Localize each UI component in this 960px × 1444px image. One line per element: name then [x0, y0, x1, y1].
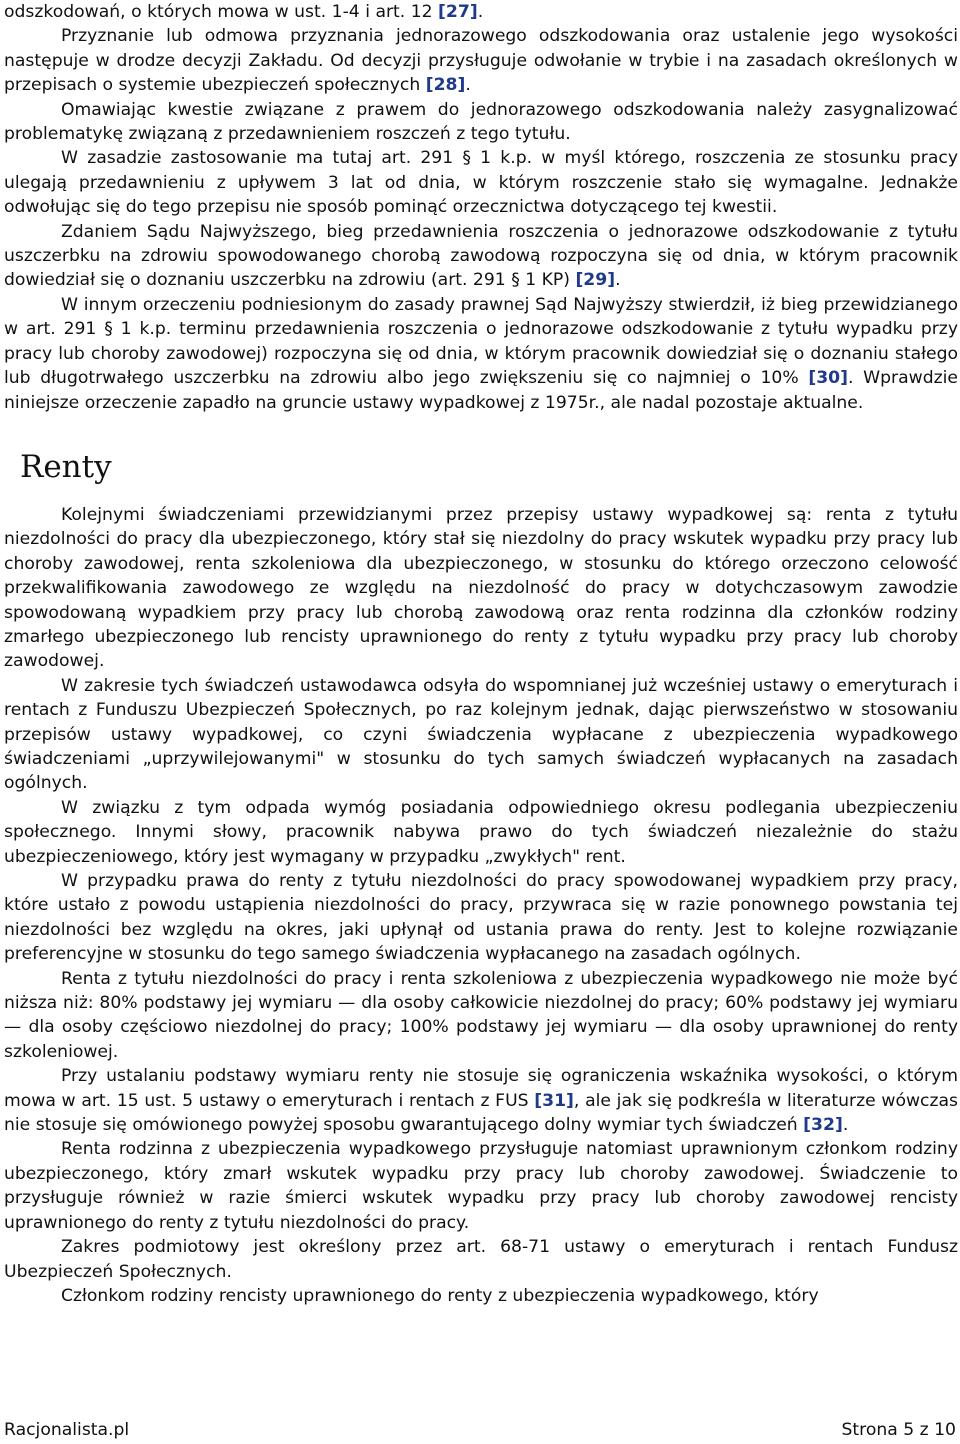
paragraph-top-5: Zdaniem Sądu Najwyższego, bieg przedawnienia roszczenia o jednorazowe odszkodowanie z tytułu uszczerbku na zdrowiu spowodowanego chorobą zawodową rozpoczyna się od dnia, w którym pracownik dowiedział się o doznaniu uszczerbku na zdrowiu (art. 291 § 1 KP) [29]. — [4, 221, 958, 291]
paragraph-renty-2: W zakresie tych świadczeń ustawodawca odsyła do wspomnianej już wcześniej ustawy o emeryturach i rentach z Funduszu Ubezpieczeń Społecznych, po raz kolejnym jednak, dając pierwszeństwo w stosowaniu przepisów ustawy wypadkowej, co czyni świadczenia wypłacane z ubezpieczenia wypadkowego świadczeniami „uprzywilejowanymi" w stosunku do tych samych świadczeń wypłacanych na zasadach ogólnych. — [4, 675, 958, 794]
footnote-ref-28[interactable]: [28] — [425, 75, 466, 96]
paragraph-renty-4: W przypadku prawa do renty z tytułu niezdolności do pracy spowodowanej wypadkiem przy pracy, które ustało z powodu ustąpienia niezdolności do pracy, przywraca się w razie ponownego powstania tej niezdolności bez względu na okres, jaki upłynął od ustania prawa do renty. Jest to kolejne rozwiązanie preferencyjne w stosunku do tego samego świadczenia wypłacanego na zasadach ogólnych. — [4, 871, 958, 965]
paragraph-renty-8: Zakres podmiotowy jest określony przez art. 68-71 ustawy o emeryturach i rentach Fundusz Ubezpieczeń Społecznych. — [4, 1237, 958, 1282]
paragraph-renty-5: Renta z tytułu niezdolności do pracy i renta szkoleniowa z ubezpieczenia wypadkowego nie może być niższa niż: 80% podstawy jej wymiaru — dla osoby całkowicie niezdolnej do pracy; 60% podstawy jej wymiaru — dla osoby częściowo niezdolnej do pracy; 100% podstawy jej wymiaru — dla osoby uprawnionej do renty szkoleniowej. — [4, 968, 958, 1062]
footer-site-name: Racjonalista.pl — [4, 1420, 130, 1440]
paragraph-top-1: odszkodowań, o których mowa w ust. 1-4 i art. 12 [27]. — [4, 2, 484, 22]
paragraph-renty-3: W związku z tym odpada wymóg posiadania odpowiedniego okresu podlegania ubezpieczeniu społecznego. Innymi słowy, pracownik nabywa prawo do tych świadczeń niezależnie do stażu ubezpieczeniowego, który jest wymagany w przypadku „zwykłych" rent. — [4, 797, 958, 867]
paragraph-top-3: Omawiając kwestie związane z prawem do jednorazowego odszkodowania należy zasygnalizować problematykę związaną z przedawnieniem roszczeń z tego tytułu. — [4, 99, 958, 145]
paragraph-renty-6: Przy ustalaniu podstawy wymiaru renty nie stosuje się ograniczenia wskaźnika wysokości, o którym mowa w art. 15 ust. 5 ustawy o emeryturach i rentach z FUS [31], ale jak się podkreśla w literaturze wówczas nie stosuje się omówionego powyżej sposobu gwarantującego dolny wymiar tych świadczeń [32]. — [4, 1066, 958, 1136]
paragraph-renty-7: Renta rodzinna z ubezpieczenia wypadkowego przysługuje natomiast uprawnionym członkom rodziny ubezpieczonego, który zmarł wskutek wypadku przy pracy lub choroby zawodowej. Świadczenie to przysługuje również w razie śmierci wskutek wypadku przy pracy lub choroby zawodowej rencisty uprawnionego do renty z tytułu niezdolności do pracy. — [4, 1139, 958, 1233]
paragraph-top-6: W innym orzeczeniu podniesionym do zasady prawnej Sąd Najwyższy stwierdził, iż bieg przewidzianego w art. 291 § 1 k.p. terminu przedawnienia roszczenia o jednorazowe odszkodowanie z tytułu wypadku przy pracy lub choroby zawodowej) rozpoczyna się od dnia, w którym pracownik dowiedział się o doznaniu stałego lub długotrwałego uszczerbku na zdrowiu albo jego zwiększeniu się co najmniej o 10% [30]. Wprawdzie niniejsze orzeczenie zapadło na gruncie ustawy wypadkowej z 1975r., ale nadal pozostaje aktualne. — [4, 294, 958, 413]
paragraph-top-4: W zasadzie zastosowanie ma tutaj art. 291 § 1 k.p. w myśl którego, roszczenia ze stosunku pracy ulegają przedawnieniu z upływem 3 lat od dnia, w którym roszczenie stało się wymagalne. Jednakże odwołując się do tego przepisu nie sposób pominąć orzecznictwa dotyczącego tej kwestii. — [4, 148, 958, 218]
footnote-ref-32[interactable]: [32] — [803, 1115, 843, 1136]
page-footer — [4, 1418, 956, 1442]
paragraph-renty-9: Członkom rodziny rencisty uprawnionego do renty z ubezpieczenia wypadkowego, który — [61, 1285, 819, 1306]
section-heading-renty: Renty — [20, 448, 112, 485]
paragraph-top-2: Przyznanie lub odmowa przyznania jednorazowego odszkodowania oraz ustalenie jego wysokości następuje w drodze decyzji Zakładu. Od decyzji przysługuje odwołanie w trybie i na zasadach określonych w przepisach o systemie ubezpieczeń społecznych [28]. — [4, 26, 958, 96]
footnote-ref-31[interactable]: [31] — [534, 1090, 574, 1111]
footnote-ref-27[interactable]: [27] — [438, 2, 478, 22]
footnote-ref-30[interactable]: [30] — [808, 368, 848, 389]
paragraph-renty-1: Kolejnymi świadczeniami przewidzianymi przez przepisy ustawy wypadkowej są: renta z tytułu niezdolności do pracy dla ubezpieczonego, który stał się niezdolny do pracy wskutek wypadku przy pracy lub choroby zawodowej, renta szkoleniowa dla ubezpieczonego, w stosunku do którego orzeczono celowość przekwalifikowania zawodowego ze względu na niezdolność do pracy w dotychczasowym zawodzie spowodowaną wypadkiem przy pracy lub chorobą zawodową oraz renta rodzinna dla członków rodziny zmarłego ubezpieczonego lub rencisty uprawnionego do renty z tytułu wypadku przy pracy lub choroby zawodowej. — [4, 504, 958, 672]
footer-page-number: Strona 5 z 10 — [841, 1420, 956, 1440]
document-page — [4, 0, 958, 1308]
footnote-ref-29[interactable]: [29] — [575, 270, 616, 291]
